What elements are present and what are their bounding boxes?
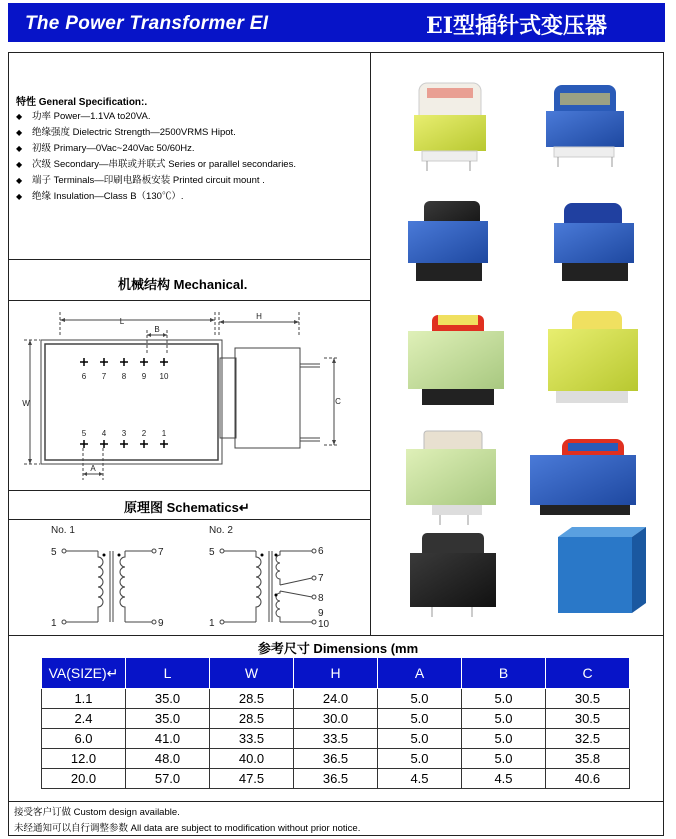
table-cell: 6.0 (42, 729, 126, 749)
dim-label-C: C (335, 397, 341, 406)
dim-label-L: L (119, 317, 125, 326)
table-row (42, 689, 630, 709)
dimensions-table (41, 657, 630, 789)
pin-label: 9 (158, 618, 164, 629)
pin-label: 10 (318, 619, 330, 630)
divider-spec (8, 259, 371, 260)
mechanical-drawing (20, 308, 365, 486)
table-cell: 2.4 (42, 709, 126, 729)
pin-label: 2 (141, 429, 147, 438)
table-cell: 30.0 (294, 709, 378, 729)
spec-item: ◆ 绝缘 Insulation—Class B（130℃）. (16, 189, 296, 205)
table-cell: 24.0 (294, 689, 378, 709)
schematics-drawing (40, 521, 365, 633)
table-cell: 33.5 (210, 729, 294, 749)
pin-label: 1 (161, 429, 167, 438)
pin-label: 5 (209, 547, 215, 558)
table-cell: 12.0 (42, 749, 126, 769)
pin-label: 5 (51, 547, 57, 558)
mechanical-title: 机械结构 Mechanical. (118, 277, 248, 292)
schematic-no2-label: No. 2 (209, 525, 233, 536)
table-cell: 33.5 (294, 729, 378, 749)
table-cell: 32.5 (546, 729, 630, 749)
transformer-photo-8 (530, 439, 636, 515)
table-cell: 57.0 (126, 769, 210, 789)
transformer-photo-4 (554, 203, 634, 281)
transformer-photo-3 (408, 201, 488, 281)
table-cell: 28.5 (210, 709, 294, 729)
table-cell: 20.0 (42, 769, 126, 789)
column-divider (370, 52, 371, 635)
table-cell: 36.5 (294, 769, 378, 789)
pin-label: 9 (141, 372, 147, 381)
spec-item: ◆ 次级 Secondary—串联或并联式 Series or parallel secondaries. (16, 157, 296, 173)
col-header: B (462, 658, 546, 689)
pin-label: 7 (101, 372, 107, 381)
table-row (42, 709, 630, 729)
table-cell: 1.1 (42, 689, 126, 709)
schematic-no1-label: No. 1 (51, 525, 75, 536)
spec-item: ◆ 端子 Terminals—印刷电路板安装 Printed circuit mount . (16, 173, 296, 189)
spec-item: ◆ 功率 Power—1.1VA to20VA. (16, 109, 296, 125)
table-cell: 36.5 (294, 749, 378, 769)
footer-line-2: 未经通知可以自行调整参数 All data are subject to modification without prior notice. (14, 823, 361, 834)
pin-label: 10 (159, 372, 169, 381)
transformer-photo-6 (548, 311, 638, 403)
col-header: A (378, 658, 462, 689)
transformer-photo-2 (546, 85, 624, 167)
spec-item: ◆ 初级 Primary—0Vac~240Vac 50/60Hz. (16, 141, 296, 157)
col-header: VA(SIZE)↵ (42, 658, 126, 689)
pin-label: 8 (318, 593, 324, 604)
spec-list (16, 109, 296, 205)
transformer-photo-9 (410, 533, 496, 617)
table-cell: 48.0 (126, 749, 210, 769)
divider-footer (8, 801, 664, 802)
table-header-row (42, 658, 630, 689)
table-cell: 35.0 (126, 709, 210, 729)
table-row (42, 749, 630, 769)
pin-label: 8 (121, 372, 127, 381)
col-header: H (294, 658, 378, 689)
table-cell: 4.5 (462, 769, 546, 789)
table-cell: 28.5 (210, 689, 294, 709)
dim-label-W: W (22, 399, 30, 408)
table-cell: 5.0 (378, 749, 462, 769)
pin-label: 9 (318, 608, 324, 619)
schematics-title: 原理图 Schematics↵ (124, 500, 250, 515)
spec-item: ◆ 绝缘强度 Dielectric Strength—2500VRMS Hipot. (16, 125, 296, 141)
dim-label-A: A (90, 464, 96, 473)
table-cell: 4.5 (378, 769, 462, 789)
table-cell: 30.5 (546, 709, 630, 729)
table-row (42, 729, 630, 749)
table-cell: 5.0 (378, 709, 462, 729)
table-row (42, 769, 630, 789)
pin-label: 1 (209, 618, 215, 629)
transformer-photo-1 (414, 83, 486, 171)
pin-label: 3 (121, 429, 127, 438)
dim-label-H: H (256, 312, 262, 321)
table-cell: 47.5 (210, 769, 294, 789)
product-photos (372, 53, 663, 634)
divider-mech-title (8, 300, 371, 301)
transformer-photo-7 (406, 431, 496, 525)
pin-label: 5 (81, 429, 87, 438)
transformer-photo-5 (408, 315, 504, 405)
header-title-cn: EI型插针式变压器 (425, 13, 607, 39)
table-cell: 30.5 (546, 689, 630, 709)
table-cell: 5.0 (462, 729, 546, 749)
table-cell: 40.0 (210, 749, 294, 769)
divider-table (8, 635, 664, 636)
header-bar (8, 3, 665, 42)
dim-label-B: B (154, 325, 160, 334)
divider-schem-title (8, 519, 371, 520)
table-cell: 5.0 (378, 729, 462, 749)
spec-title: 特性 General Specification:. (16, 97, 148, 108)
table-cell: 5.0 (462, 689, 546, 709)
pin-label: 6 (81, 372, 87, 381)
table-cell: 35.0 (126, 689, 210, 709)
transformer-photo-10 (558, 527, 646, 613)
col-header: L (126, 658, 210, 689)
header-title-en: The Power Transformer EI (25, 13, 269, 34)
pin-label: 7 (318, 573, 324, 584)
col-header: W (210, 658, 294, 689)
footer-line-1: 接受客户订做 Custom design available. (14, 807, 180, 818)
table-cell: 5.0 (462, 749, 546, 769)
pin-label: 7 (158, 547, 164, 558)
table-cell: 40.6 (546, 769, 630, 789)
table-cell: 5.0 (378, 689, 462, 709)
pin-label: 1 (51, 618, 57, 629)
table-cell: 35.8 (546, 749, 630, 769)
divider-mech (8, 490, 371, 491)
table-cell: 5.0 (462, 709, 546, 729)
table-cell: 41.0 (126, 729, 210, 749)
dimensions-title: 参考尺寸 Dimensions (mm (257, 641, 419, 656)
col-header: C (546, 658, 630, 689)
pin-label: 6 (318, 546, 324, 557)
pin-label: 4 (101, 429, 107, 438)
